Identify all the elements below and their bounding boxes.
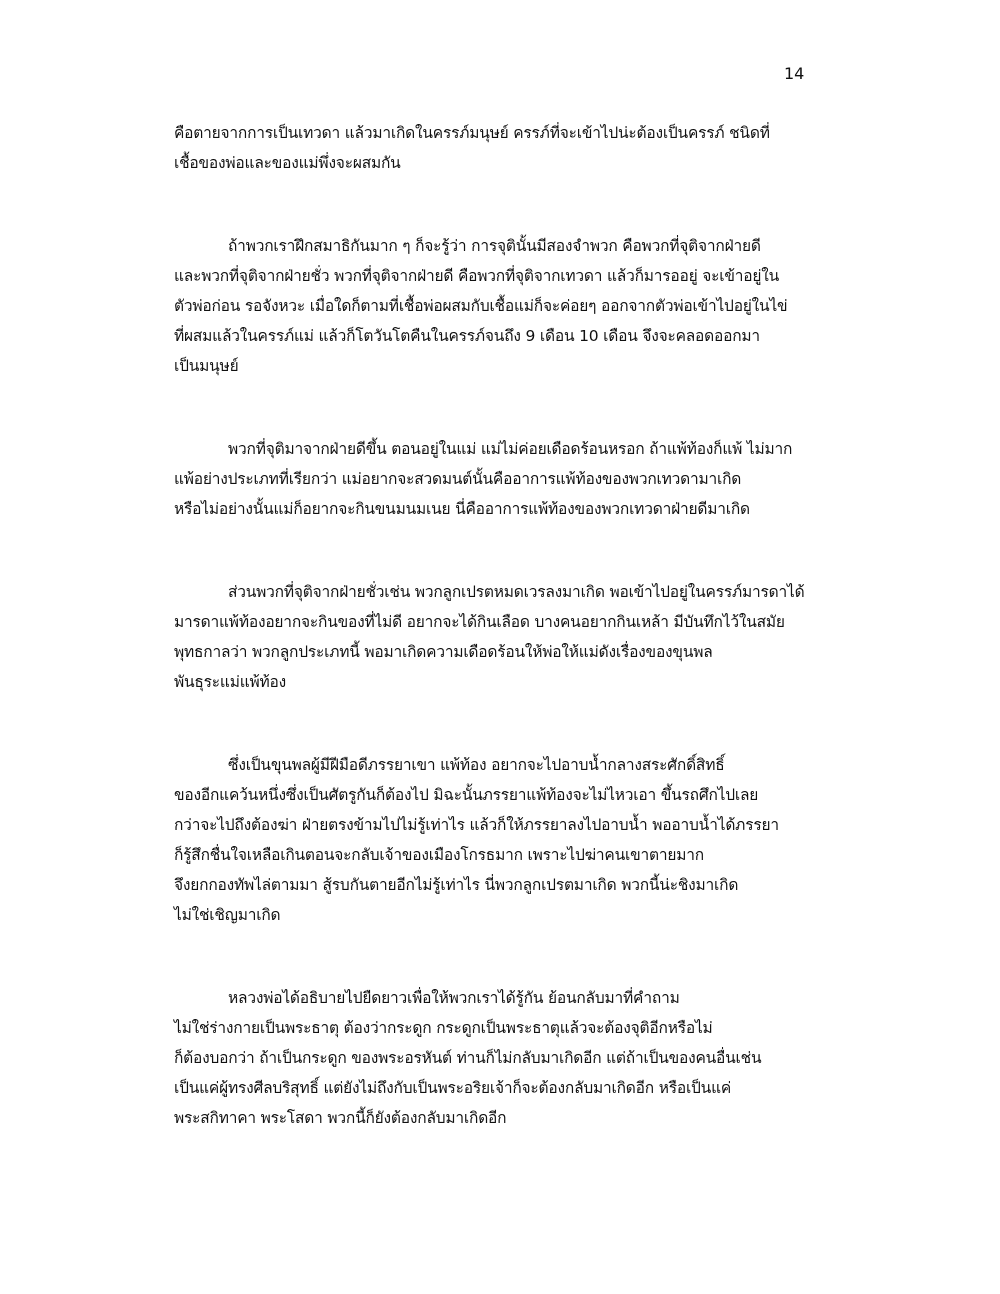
text-line: จึงยกกองทัพไล่ตามมา สู้รบกันตายอีกไม่รู้เท่าไร นี่พวกลูกเปรตมาเกิด พวกนี้น่ะชิงมาเกิด [174,876,739,894]
text-line: ส่วนพวกที่จุติจากฝ่ายชั่วเช่น พวกลูกเปรตหมดเวรลงมาเกิด พอเข้าไปอยู่ในครรภ์มารดาได้ [228,583,805,601]
text-line: ถ้าพวกเราฝึกสมาธิกันมาก ๆ ก็จะรู้ว่า การจุตินั้นมีสองจำพวก คือพวกที่จุติจากฝ่ายดี [228,237,761,255]
text-line: หลวงพ่อได้อธิบายไปยืดยาวเพื่อให้พวกเราได้รู้กัน ย้อนกลับมาที่คำถาม [228,989,680,1007]
paragraph-6 [174,983,814,1133]
text-line: พระสกิทาคา พระโสดา พวกนี้ก็ยังต้องกลับมาเกิดอีก [174,1109,507,1127]
body-text [174,118,814,1133]
text-line: ซึ่งเป็นขุนพลผู้มีฝีมือดีภรรยาเขา แพ้ท้อง อยากจะไปอาบน้ำกลางสระศักดิ์สิทธิ์ [228,756,725,774]
paragraph-4 [174,577,814,697]
text-line: พวกที่จุติมาจากฝ่ายดีขึ้น ตอนอยู่ในแม่ แม่ไม่ค่อยเดือดร้อนหรอก ถ้าแพ้ท้องก็แพ้ ไม่มาก [228,440,793,458]
text-line: ก็ต้องบอกว่า ถ้าเป็นกระดูก ของพระอรหันต์ ท่านก็ไม่กลับมาเกิดอีก แต่ถ้าเป็นของคนอื่นเช่น [174,1049,762,1067]
text-line: หรือไม่อย่างนั้นแม่ก็อยากจะกินขนมนมเนย นี่คืออาการแพ้ท้องของพวกเทวดาฝ่ายดีมาเกิด [174,500,750,518]
text-line: เป็นมนุษย์ [174,357,239,375]
text-line: และพวกที่จุติจากฝ่ายชั่ว พวกที่จุติจากฝ่ายดี คือพวกที่จุติจากเทวดา แล้วก็มารออยู่ จะเข้าอยู่ใน [174,267,780,285]
text-line: มารดาแพ้ท้องอยากจะกินของที่ไม่ดี อยากจะได้กินเลือด บางคนอยากกินเหล้า มีบันทึกไว้ในสมัย [174,613,785,631]
paragraph-3 [174,434,814,524]
text-line: พุทธกาลว่า พวกลูกประเภทนี้ พอมาเกิดความเดือดร้อนให้พ่อให้แม่ดังเรื่องของขุนพล [174,643,713,661]
text-line: ตัวพ่อก่อน รอจังหวะ เมื่อใดก็ตามที่เชื้อพ่อผสมกับเชื้อแม่ก็จะค่อยๆ ออกจากตัวพ่อเข้าไปอยู่ในไข่ [174,297,788,315]
text-line: เชื้อของพ่อและของแม่พึ่งจะผสมกัน [174,154,401,172]
page-number: 14 [784,64,805,83]
text-line: พันธุระแม่แพ้ท้อง [174,673,287,691]
text-line: ที่ผสมแล้วในครรภ์แม่ แล้วก็โตวันโตคืนในครรภ์จนถึง 9 เดือน 10 เดือน จึงจะคลอดออกมา [174,327,760,345]
text-line: แพ้อย่างประเภทที่เรียกว่า แม่อยากจะสวดมนต์นั้นคืออาการแพ้ท้องของพวกเทวดามาเกิด [174,470,742,488]
text-line: ก็รู้สึกชื่นใจเหลือเกินตอนจะกลับเจ้าของเมืองโกรธมาก เพราะไปฆ่าคนเขาตายมาก [174,846,704,864]
text-line: ไม่ใช่ร่างกายเป็นพระธาตุ ต้องว่ากระดูก กระดูกเป็นพระธาตุแล้วจะต้องจุติอีกหรือไม่ [174,1019,713,1037]
text-line: เป็นแค่ผู้ทรงศีลบริสุทธิ์ แต่ยังไม่ถึงกับเป็นพระอริยเจ้าก็จะต้องกลับมาเกิดอีก หรือเป็นแค่ [174,1079,732,1097]
paragraph-1 [174,118,814,178]
paragraph-2 [174,231,814,381]
text-line: กว่าจะไปถึงต้องฆ่า ฝ่ายตรงข้ามไปไม่รู้เท่าไร แล้วก็ให้ภรรยาลงไปอาบน้ำ พออาบน้ำได้ภรรยา [174,816,779,834]
paragraph-5 [174,750,814,930]
text-line: คือตายจากการเป็นเทวดา แล้วมาเกิดในครรภ์มนุษย์ ครรภ์ที่จะเข้าไปน่ะต้องเป็นครรภ์ ชนิดที่ [174,124,770,142]
text-line: ไม่ใช่เชิญมาเกิด [174,906,281,924]
text-line: ของอีกแคว้นหนึ่งซึ่งเป็นศัตรูกันก็ต้องไป มิฉะนั้นภรรยาแพ้ท้องจะไม่ไหวเอา ขึ้นรถศึกไปเลย [174,786,759,804]
